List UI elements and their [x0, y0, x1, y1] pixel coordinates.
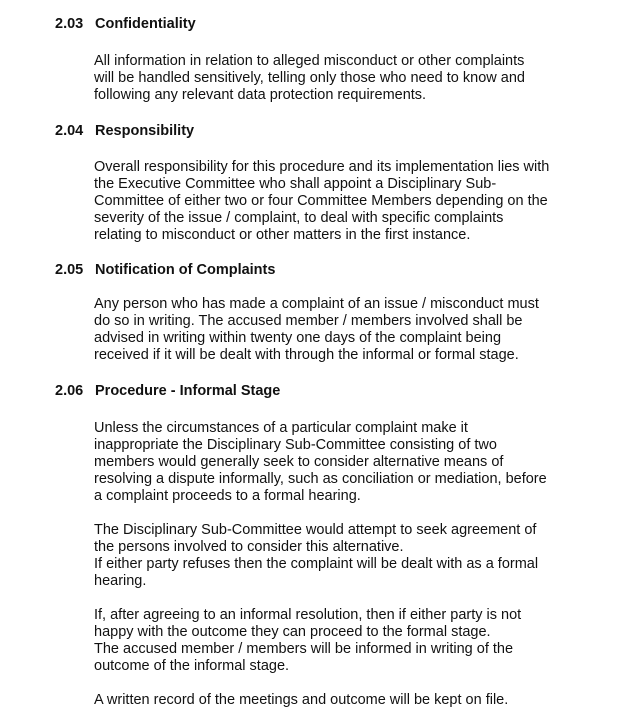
paragraph: [94, 522, 594, 590]
text-line: hearing.: [94, 573, 147, 589]
paragraph: [94, 692, 594, 709]
section-number: 2.04: [55, 123, 84, 139]
text-line: resolving a dispute informally, such as conciliation or mediation, before: [94, 471, 547, 487]
text-line: do so in writing. The accused member / members involved shall be: [94, 313, 523, 329]
text-line: Overall responsibility for this procedure and its implementation lies with: [94, 159, 550, 175]
text-line: inappropriate the Disciplinary Sub-Committee consisting of two: [94, 437, 497, 453]
paragraph: [94, 159, 594, 244]
section-number: 2.06: [55, 383, 84, 399]
text-line: a complaint proceeds to a formal hearing.: [94, 488, 361, 504]
section-number: 2.03: [55, 16, 84, 32]
text-line: If, after agreeing to an informal resolution, then if either party is not: [94, 607, 522, 623]
text-line: Any person who has made a complaint of an issue / misconduct must: [94, 296, 539, 312]
text-line: A written record of the meetings and outcome will be kept on file.: [94, 692, 509, 708]
section-title: Responsibility: [95, 123, 195, 139]
text-line: advised in writing within twenty one days of the complaint being: [94, 330, 502, 346]
text-line: Unless the circumstances of a particular complaint make it: [94, 420, 468, 436]
text-line: outcome of the informal stage.: [94, 658, 290, 674]
text-line: will be handled sensitively, telling only those who need to know and: [94, 70, 525, 86]
text-line: All information in relation to alleged misconduct or other complaints: [94, 53, 525, 69]
section-title: Procedure - Informal Stage: [95, 383, 281, 399]
section-heading: [55, 382, 280, 400]
text-line: The accused member / members will be informed in writing of the: [94, 641, 514, 657]
text-line: happy with the outcome they can proceed to the formal stage.: [94, 624, 491, 640]
text-line: the Executive Committee who shall appoint a Disciplinary Sub-: [94, 176, 497, 192]
section-heading: [55, 122, 194, 140]
text-line: Committee of either two or four Committee Members depending on the: [94, 193, 548, 209]
paragraph: [94, 296, 594, 364]
text-line: If either party refuses then the complaint will be dealt with as a formal: [94, 556, 539, 572]
text-line: members would generally seek to consider alternative means of: [94, 454, 504, 470]
section-title: Confidentiality: [95, 16, 196, 32]
text-line: received if it will be dealt with through the informal or formal stage.: [94, 347, 519, 363]
paragraph: [94, 607, 594, 675]
text-line: relating to misconduct or other matters in the first instance.: [94, 227, 471, 243]
section-heading: [55, 261, 275, 279]
text-line: The Disciplinary Sub-Committee would attempt to seek agreement of: [94, 522, 537, 538]
paragraph: [94, 53, 594, 104]
section-number: 2.05: [55, 262, 84, 278]
section-heading: [55, 15, 196, 33]
text-line: severity of the issue / complaint, to deal with specific complaints: [94, 210, 504, 226]
paragraph: [94, 420, 594, 505]
text-line: following any relevant data protection requirements.: [94, 87, 427, 103]
section-title: Notification of Complaints: [95, 262, 276, 278]
text-line: the persons involved to consider this alternative.: [94, 539, 404, 555]
